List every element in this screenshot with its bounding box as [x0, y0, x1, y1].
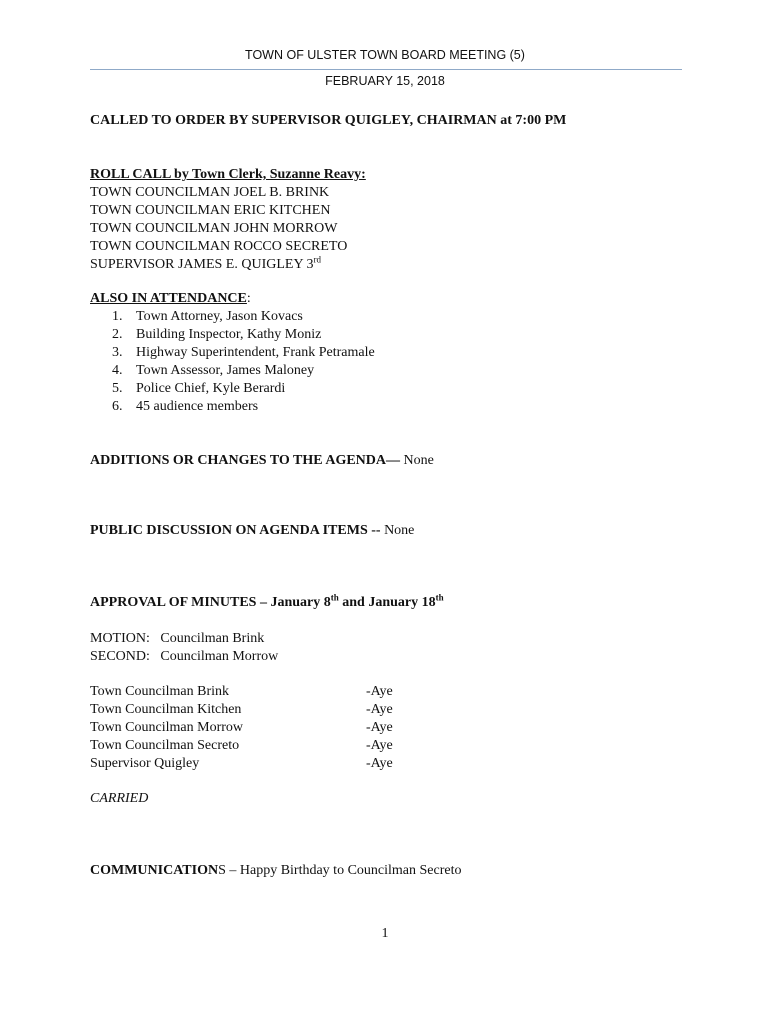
communications-text: S – Happy Birthday to Councilman Secreto	[218, 863, 462, 878]
voter-name: Supervisor Quigley	[90, 756, 200, 771]
motion-line: MOTION: Councilman Brink	[90, 631, 265, 646]
approval-heading-text: and January 18	[338, 595, 436, 610]
list-number: 4.	[112, 363, 123, 378]
approval-heading	[90, 594, 444, 612]
approval-heading-text: APPROVAL OF MINUTES – January 8	[90, 595, 331, 610]
additions-line	[90, 452, 434, 470]
communications-label: COMMUNICATION	[90, 863, 219, 878]
document-title: TOWN OF ULSTER TOWN BOARD MEETING (5)	[245, 48, 525, 62]
superscript: th	[330, 592, 339, 603]
roll-call-supervisor	[90, 256, 321, 274]
public-discussion-value: None	[380, 523, 415, 538]
header-divider	[90, 69, 682, 70]
attendance-item: Building Inspector, Kathy Moniz	[136, 327, 322, 342]
additions-label: ADDITIONS OR CHANGES TO THE AGENDA—	[90, 453, 401, 468]
list-number: 5.	[112, 381, 123, 396]
supervisor-name: SUPERVISOR JAMES E. QUIGLEY 3	[90, 257, 314, 272]
attendance-item: Police Chief, Kyle Berardi	[136, 381, 286, 396]
list-number: 1.	[112, 309, 123, 324]
motion-result: CARRIED	[90, 791, 149, 806]
roll-call-member: TOWN COUNCILMAN ERIC KITCHEN	[90, 203, 331, 218]
vote-value: -Aye	[366, 756, 393, 771]
list-number: 6.	[112, 399, 123, 414]
attendance-colon: :	[246, 291, 251, 306]
called-to-order: CALLED TO ORDER BY SUPERVISOR QUIGLEY, CHAIRMAN at 7:00 PM	[90, 113, 567, 128]
voter-name: Town Councilman Brink	[90, 684, 230, 699]
attendance-item: Town Assessor, James Maloney	[136, 363, 315, 378]
vote-value: -Aye	[366, 684, 393, 699]
additions-value: None	[400, 453, 434, 468]
voter-name: Town Councilman Secreto	[90, 738, 240, 753]
voter-name: Town Councilman Morrow	[90, 720, 244, 735]
list-number: 3.	[112, 345, 123, 360]
public-discussion-label: PUBLIC DISCUSSION ON AGENDA ITEMS --	[90, 523, 381, 538]
second-line: SECOND: Councilman Morrow	[90, 649, 279, 664]
roll-call-member: TOWN COUNCILMAN ROCCO SECRETO	[90, 239, 348, 254]
attendance-item: Town Attorney, Jason Kovacs	[136, 309, 303, 324]
superscript: th	[435, 592, 444, 603]
vote-value: -Aye	[366, 720, 393, 735]
meeting-date: FEBRUARY 15, 2018	[325, 74, 445, 88]
vote-value: -Aye	[366, 702, 393, 717]
superscript: rd	[313, 254, 322, 265]
attendance-heading-line	[90, 290, 251, 308]
vote-value: -Aye	[366, 738, 393, 753]
public-discussion-line	[90, 522, 414, 540]
roll-call-member: TOWN COUNCILMAN JOEL B. BRINK	[90, 185, 330, 200]
attendance-item: Highway Superintendent, Frank Petramale	[136, 345, 375, 360]
attendance-heading: ALSO IN ATTENDANCE	[90, 291, 247, 306]
page-number: 1	[381, 926, 389, 941]
voter-name: Town Councilman Kitchen	[90, 702, 242, 717]
roll-call-member: TOWN COUNCILMAN JOHN MORROW	[90, 221, 338, 236]
communications-line	[90, 862, 462, 880]
attendance-item: 45 audience members	[136, 399, 259, 414]
roll-call-heading: ROLL CALL by Town Clerk, Suzanne Reavy:	[90, 167, 366, 182]
list-number: 2.	[112, 327, 123, 342]
